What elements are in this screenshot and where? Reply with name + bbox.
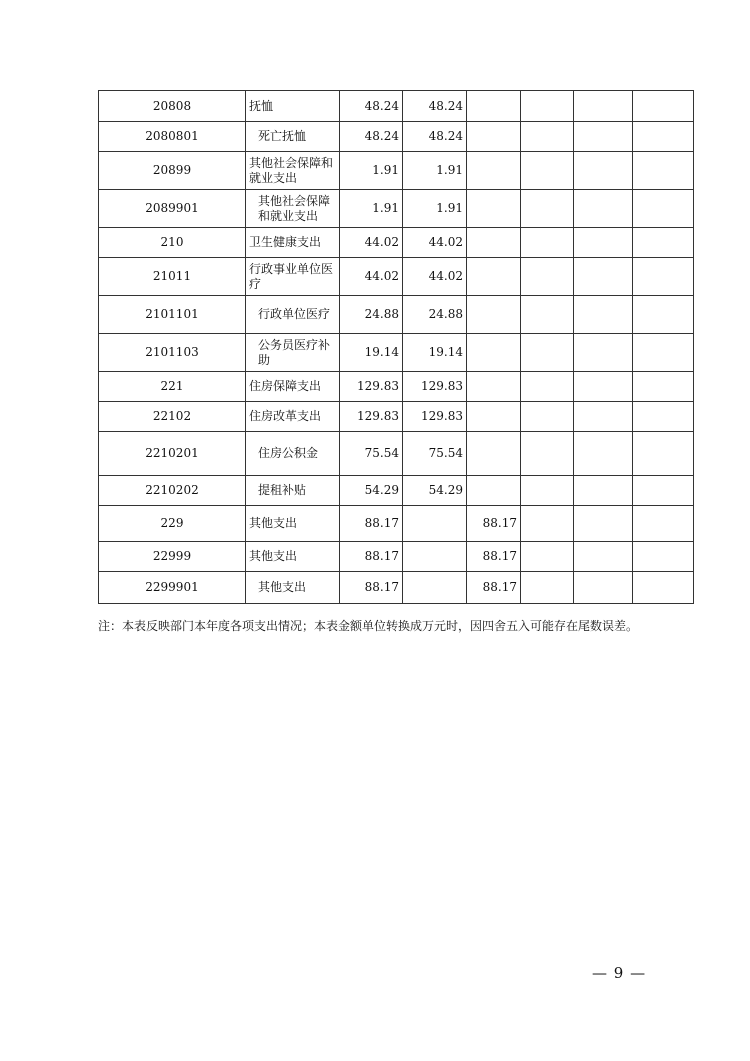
cell-empty [574, 432, 633, 476]
cell-empty [521, 91, 574, 122]
cell-empty [521, 542, 574, 572]
cell-project [467, 258, 521, 296]
cell-total: 129.83 [340, 372, 403, 402]
cell-empty [521, 334, 574, 372]
cell-name: 住房保障支出 [246, 372, 340, 402]
cell-project [467, 402, 521, 432]
cell-basic: 44.02 [403, 228, 467, 258]
cell-empty [633, 122, 694, 152]
cell-empty [574, 190, 633, 228]
table-row [99, 506, 694, 542]
cell-code: 2299901 [99, 572, 246, 604]
cell-empty [633, 334, 694, 372]
cell-name: 其他社会保障和就业支出 [246, 152, 340, 190]
cell-total: 129.83 [340, 402, 403, 432]
cell-empty [574, 476, 633, 506]
cell-empty [633, 506, 694, 542]
cell-name: 公务员医疗补助 [246, 334, 340, 372]
cell-code: 2101101 [99, 296, 246, 334]
cell-total: 24.88 [340, 296, 403, 334]
cell-empty [633, 91, 694, 122]
cell-total: 48.24 [340, 122, 403, 152]
cell-total: 88.17 [340, 572, 403, 604]
cell-empty [574, 402, 633, 432]
cell-basic: 54.29 [403, 476, 467, 506]
cell-total: 19.14 [340, 334, 403, 372]
cell-empty [574, 572, 633, 604]
cell-basic [403, 506, 467, 542]
cell-empty [574, 506, 633, 542]
cell-basic: 1.91 [403, 190, 467, 228]
cell-empty [633, 572, 694, 604]
cell-name: 其他支出 [246, 506, 340, 542]
cell-empty [574, 296, 633, 334]
cell-basic: 24.88 [403, 296, 467, 334]
cell-project: 88.17 [467, 506, 521, 542]
cell-empty [633, 372, 694, 402]
cell-code: 20899 [99, 152, 246, 190]
cell-project: 88.17 [467, 572, 521, 604]
table-row [99, 152, 694, 190]
table-row [99, 334, 694, 372]
cell-total: 54.29 [340, 476, 403, 506]
cell-code: 2101103 [99, 334, 246, 372]
cell-empty [521, 372, 574, 402]
cell-empty [521, 152, 574, 190]
table-row [99, 122, 694, 152]
cell-name: 其他支出 [246, 572, 340, 604]
table-row [99, 91, 694, 122]
cell-code: 20808 [99, 91, 246, 122]
cell-empty [521, 296, 574, 334]
cell-empty [633, 296, 694, 334]
cell-basic: 44.02 [403, 258, 467, 296]
cell-project [467, 476, 521, 506]
cell-code: 21011 [99, 258, 246, 296]
cell-empty [633, 190, 694, 228]
cell-project [467, 152, 521, 190]
cell-total: 48.24 [340, 91, 403, 122]
cell-total: 44.02 [340, 228, 403, 258]
page-number: — 9 — [592, 964, 647, 982]
cell-empty [574, 91, 633, 122]
cell-code: 2089901 [99, 190, 246, 228]
cell-total: 88.17 [340, 542, 403, 572]
cell-empty [633, 228, 694, 258]
table-row [99, 476, 694, 506]
cell-total: 1.91 [340, 152, 403, 190]
cell-total: 75.54 [340, 432, 403, 476]
table-row [99, 372, 694, 402]
cell-basic [403, 572, 467, 604]
cell-code: 22999 [99, 542, 246, 572]
cell-basic: 129.83 [403, 372, 467, 402]
cell-project [467, 334, 521, 372]
table-row [99, 432, 694, 476]
table-row [99, 190, 694, 228]
cell-basic: 48.24 [403, 91, 467, 122]
cell-empty [521, 572, 574, 604]
cell-empty [633, 402, 694, 432]
cell-empty [574, 334, 633, 372]
cell-empty [633, 542, 694, 572]
cell-empty [521, 506, 574, 542]
cell-name: 卫生健康支出 [246, 228, 340, 258]
cell-code: 22102 [99, 402, 246, 432]
cell-empty [521, 122, 574, 152]
cell-code: 221 [99, 372, 246, 402]
cell-empty [574, 122, 633, 152]
cell-name: 抚恤 [246, 91, 340, 122]
expenditure-table [98, 90, 694, 604]
table-row [99, 402, 694, 432]
cell-project [467, 296, 521, 334]
cell-project: 88.17 [467, 542, 521, 572]
table-row [99, 296, 694, 334]
cell-basic: 129.83 [403, 402, 467, 432]
cell-name: 死亡抚恤 [246, 122, 340, 152]
cell-total: 44.02 [340, 258, 403, 296]
cell-empty [521, 476, 574, 506]
table-row [99, 228, 694, 258]
table-row [99, 572, 694, 604]
cell-name: 行政事业单位医疗 [246, 258, 340, 296]
cell-empty [574, 258, 633, 296]
cell-empty [633, 258, 694, 296]
table-row [99, 542, 694, 572]
cell-name: 住房改革支出 [246, 402, 340, 432]
cell-empty [574, 542, 633, 572]
cell-project [467, 91, 521, 122]
cell-empty [521, 432, 574, 476]
cell-empty [521, 190, 574, 228]
cell-name: 住房公积金 [246, 432, 340, 476]
cell-basic: 1.91 [403, 152, 467, 190]
table-note: 注：本表反映部门本年度各项支出情况；本表金额单位转换成万元时，因四舍五入可能存在尾数误差。 [98, 619, 639, 633]
cell-total: 1.91 [340, 190, 403, 228]
cell-total: 88.17 [340, 506, 403, 542]
cell-empty [574, 372, 633, 402]
table-body [99, 91, 694, 604]
cell-basic: 75.54 [403, 432, 467, 476]
cell-name: 其他支出 [246, 542, 340, 572]
cell-basic: 48.24 [403, 122, 467, 152]
cell-code: 229 [99, 506, 246, 542]
cell-name: 行政单位医疗 [246, 296, 340, 334]
table-row [99, 258, 694, 296]
cell-name: 提租补贴 [246, 476, 340, 506]
cell-code: 2210202 [99, 476, 246, 506]
cell-empty [521, 228, 574, 258]
cell-project [467, 432, 521, 476]
cell-empty [521, 258, 574, 296]
cell-empty [574, 228, 633, 258]
cell-project [467, 228, 521, 258]
cell-project [467, 372, 521, 402]
cell-basic: 19.14 [403, 334, 467, 372]
cell-empty [633, 432, 694, 476]
cell-project [467, 190, 521, 228]
cell-code: 210 [99, 228, 246, 258]
cell-empty [633, 152, 694, 190]
cell-empty [633, 476, 694, 506]
cell-empty [521, 402, 574, 432]
cell-empty [574, 152, 633, 190]
cell-basic [403, 542, 467, 572]
cell-code: 2210201 [99, 432, 246, 476]
cell-project [467, 122, 521, 152]
cell-code: 2080801 [99, 122, 246, 152]
cell-name: 其他社会保障和就业支出 [246, 190, 340, 228]
